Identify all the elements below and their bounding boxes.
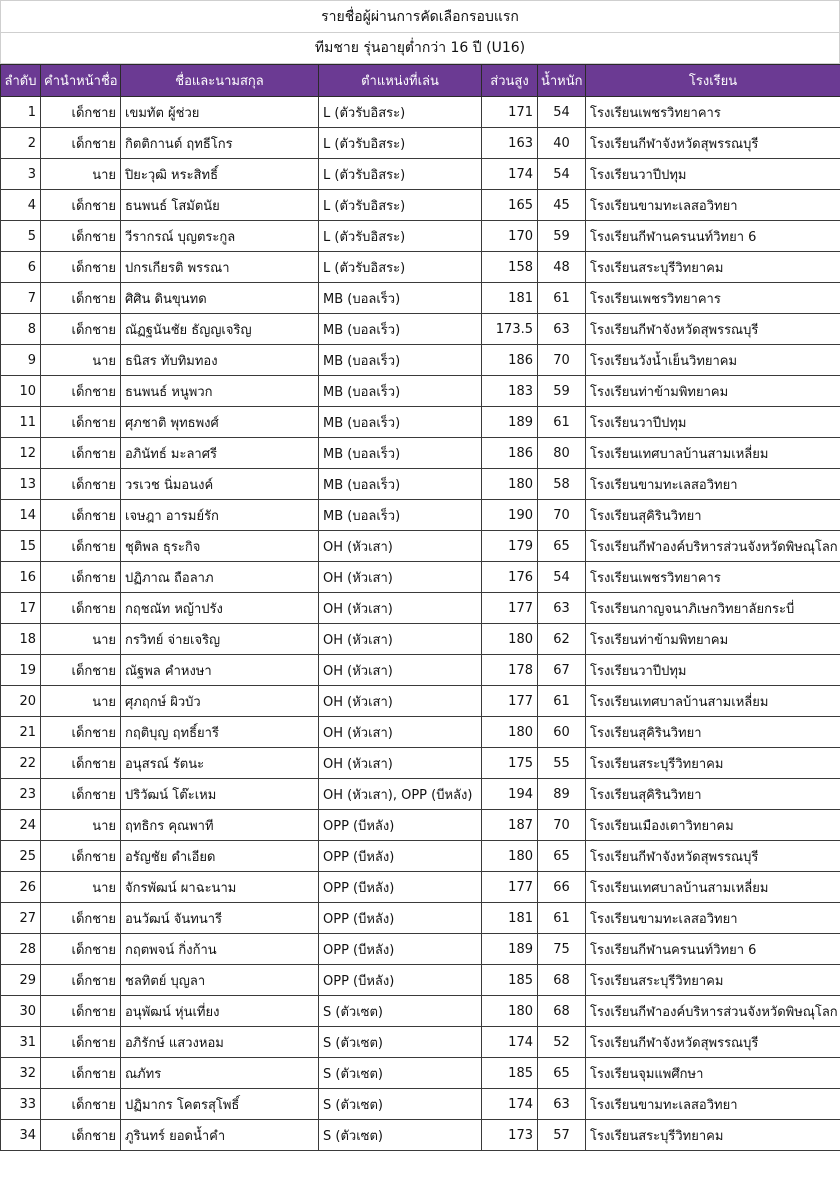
table-row <box>1 128 840 159</box>
cell-prefix: เด็กชาย <box>41 128 121 159</box>
cell-name: กฤติบุญ ฤทธิ์ยารี <box>121 717 319 748</box>
cell-name: ธนพนธ์ โสมัตนัย <box>121 190 319 221</box>
cell-prefix: นาย <box>41 810 121 841</box>
cell-weight: 54 <box>538 97 586 128</box>
cell-order: 17 <box>1 593 41 624</box>
cell-weight: 60 <box>538 717 586 748</box>
cell-position: OH (หัวเสา) <box>319 748 482 779</box>
cell-position: OH (หัวเสา), OPP (บีหลัง) <box>319 779 482 810</box>
cell-school: โรงเรียนจุมแพศึกษา <box>586 1058 840 1089</box>
cell-position: OH (หัวเสา) <box>319 686 482 717</box>
cell-order: 20 <box>1 686 41 717</box>
cell-position: OPP (บีหลัง) <box>319 810 482 841</box>
cell-prefix: เด็กชาย <box>41 407 121 438</box>
cell-position: S (ตัวเซต) <box>319 996 482 1027</box>
cell-position: MB (บอลเร็ว) <box>319 314 482 345</box>
cell-height: 194 <box>482 779 538 810</box>
cell-weight: 65 <box>538 531 586 562</box>
cell-weight: 62 <box>538 624 586 655</box>
cell-prefix: นาย <box>41 686 121 717</box>
cell-weight: 68 <box>538 965 586 996</box>
table-row <box>1 841 840 872</box>
cell-weight: 89 <box>538 779 586 810</box>
cell-name: ปริวัฒน์ โต๊ะเหม <box>121 779 319 810</box>
cell-prefix: เด็กชาย <box>41 97 121 128</box>
cell-prefix: นาย <box>41 345 121 376</box>
cell-position: S (ตัวเซต) <box>319 1058 482 1089</box>
cell-prefix: เด็กชาย <box>41 655 121 686</box>
cell-school: โรงเรียนเทศบาลบ้านสามเหลี่ยม <box>586 686 840 717</box>
cell-position: MB (บอลเร็ว) <box>319 407 482 438</box>
cell-height: 190 <box>482 500 538 531</box>
cell-order: 18 <box>1 624 41 655</box>
cell-weight: 59 <box>538 376 586 407</box>
cell-order: 7 <box>1 283 41 314</box>
cell-school: โรงเรียนสุคิรินวิทยา <box>586 717 840 748</box>
table-row <box>1 376 840 407</box>
cell-prefix: เด็กชาย <box>41 1089 121 1120</box>
cell-height: 187 <box>482 810 538 841</box>
cell-height: 180 <box>482 717 538 748</box>
cell-name: เขมทัต ผู้ช่วย <box>121 97 319 128</box>
cell-order: 13 <box>1 469 41 500</box>
cell-school: โรงเรียนขามทะเลสอวิทยา <box>586 1089 840 1120</box>
table-row <box>1 159 840 190</box>
cell-prefix: เด็กชาย <box>41 779 121 810</box>
cell-prefix: เด็กชาย <box>41 190 121 221</box>
cell-name: ปฏิภาณ ถือลาภ <box>121 562 319 593</box>
cell-height: 181 <box>482 903 538 934</box>
cell-weight: 54 <box>538 159 586 190</box>
cell-name: วรเวช นิ่มอนงค์ <box>121 469 319 500</box>
cell-weight: 66 <box>538 872 586 903</box>
cell-school: โรงเรียนกาญจนาภิเษกวิทยาลัยกระบี่ <box>586 593 840 624</box>
cell-position: S (ตัวเซต) <box>319 1089 482 1120</box>
cell-prefix: เด็กชาย <box>41 593 121 624</box>
cell-school: โรงเรียนท่าข้ามพิทยาคม <box>586 376 840 407</box>
cell-order: 34 <box>1 1120 41 1151</box>
table-row <box>1 655 840 686</box>
cell-weight: 61 <box>538 283 586 314</box>
cell-school: โรงเรียนกีฬาจังหวัดสุพรรณบุรี <box>586 841 840 872</box>
cell-position: OPP (บีหลัง) <box>319 903 482 934</box>
cell-school: โรงเรียนกีฬานครนนท์วิทยา 6 <box>586 221 840 252</box>
cell-name: ธนิสร ทับทิมทอง <box>121 345 319 376</box>
document-subtitle: ทีมชาย รุ่นอายุต่ำกว่า 16 ปี (U16) <box>0 32 840 64</box>
cell-position: L (ตัวรับอิสระ) <box>319 221 482 252</box>
cell-order: 28 <box>1 934 41 965</box>
table-row <box>1 872 840 903</box>
cell-order: 23 <box>1 779 41 810</box>
cell-height: 170 <box>482 221 538 252</box>
cell-height: 189 <box>482 934 538 965</box>
cell-name: วีรากรณ์ บุญตระกูล <box>121 221 319 252</box>
cell-order: 30 <box>1 996 41 1027</box>
cell-school: โรงเรียนกีฬานครนนท์วิทยา 6 <box>586 934 840 965</box>
cell-name: กรวิทย์ จ่ายเจริญ <box>121 624 319 655</box>
cell-prefix: เด็กชาย <box>41 376 121 407</box>
col-header-prefix: คำนำหน้าชื่อ <box>41 65 121 97</box>
cell-order: 26 <box>1 872 41 903</box>
table-row <box>1 996 840 1027</box>
cell-weight: 65 <box>538 1058 586 1089</box>
cell-weight: 61 <box>538 407 586 438</box>
cell-position: L (ตัวรับอิสระ) <box>319 190 482 221</box>
cell-weight: 63 <box>538 1089 586 1120</box>
cell-name: กฤชณัท หญ้าปรัง <box>121 593 319 624</box>
cell-height: 180 <box>482 996 538 1027</box>
cell-position: S (ตัวเซต) <box>319 1120 482 1151</box>
cell-school: โรงเรียนกีฬาจังหวัดสุพรรณบุรี <box>586 128 840 159</box>
cell-name: อนุสรณ์ รัตนะ <box>121 748 319 779</box>
table-row <box>1 252 840 283</box>
cell-weight: 70 <box>538 810 586 841</box>
col-header-name: ชื่อและนามสกุล <box>121 65 319 97</box>
cell-name: จักรพัฒน์ ผาฉะนาม <box>121 872 319 903</box>
cell-name: ณัฐพล คำหงษา <box>121 655 319 686</box>
table-row <box>1 190 840 221</box>
cell-position: L (ตัวรับอิสระ) <box>319 97 482 128</box>
cell-prefix: นาย <box>41 159 121 190</box>
cell-height: 186 <box>482 438 538 469</box>
cell-school: โรงเรียนเพชรวิทยาคาร <box>586 562 840 593</box>
table-row <box>1 97 840 128</box>
cell-name: อภินัทธ์ มะลาศรี <box>121 438 319 469</box>
cell-position: L (ตัวรับอิสระ) <box>319 252 482 283</box>
cell-order: 12 <box>1 438 41 469</box>
cell-prefix: นาย <box>41 624 121 655</box>
cell-height: 179 <box>482 531 538 562</box>
cell-position: MB (บอลเร็ว) <box>319 376 482 407</box>
cell-height: 163 <box>482 128 538 159</box>
cell-order: 6 <box>1 252 41 283</box>
cell-position: MB (บอลเร็ว) <box>319 469 482 500</box>
cell-order: 16 <box>1 562 41 593</box>
table-row <box>1 934 840 965</box>
cell-height: 171 <box>482 97 538 128</box>
cell-name: ปิยะวุฒิ หระสิทธิ์ <box>121 159 319 190</box>
cell-school: โรงเรียนกีฬาจังหวัดสุพรรณบุรี <box>586 314 840 345</box>
table-row <box>1 221 840 252</box>
cell-prefix: เด็กชาย <box>41 500 121 531</box>
cell-weight: 70 <box>538 500 586 531</box>
cell-height: 158 <box>482 252 538 283</box>
cell-prefix: เด็กชาย <box>41 221 121 252</box>
cell-school: โรงเรียนกีฬาองค์บริหารส่วนจังหวัดพิษณุโลก <box>586 996 840 1027</box>
cell-weight: 52 <box>538 1027 586 1058</box>
cell-prefix: เด็กชาย <box>41 903 121 934</box>
cell-school: โรงเรียนสุคิรินวิทยา <box>586 779 840 810</box>
cell-name: ชลทิตย์ บุญลา <box>121 965 319 996</box>
cell-height: 186 <box>482 345 538 376</box>
cell-order: 9 <box>1 345 41 376</box>
cell-weight: 65 <box>538 841 586 872</box>
cell-name: ศุภชาติ พุทธพงศ์ <box>121 407 319 438</box>
cell-height: 173.5 <box>482 314 538 345</box>
cell-position: MB (บอลเร็ว) <box>319 500 482 531</box>
cell-order: 27 <box>1 903 41 934</box>
cell-weight: 63 <box>538 593 586 624</box>
cell-height: 181 <box>482 283 538 314</box>
cell-name: ณภัทร <box>121 1058 319 1089</box>
cell-school: โรงเรียนเพชรวิทยาคาร <box>586 97 840 128</box>
cell-name: ปกรเกียรติ พรรณา <box>121 252 319 283</box>
cell-order: 4 <box>1 190 41 221</box>
cell-weight: 59 <box>538 221 586 252</box>
cell-height: 180 <box>482 469 538 500</box>
cell-order: 29 <box>1 965 41 996</box>
cell-order: 32 <box>1 1058 41 1089</box>
cell-position: OPP (บีหลัง) <box>319 841 482 872</box>
cell-school: โรงเรียนกีฬาจังหวัดสุพรรณบุรี <box>586 1027 840 1058</box>
cell-position: OH (หัวเสา) <box>319 717 482 748</box>
table-body <box>1 97 840 1151</box>
cell-name: ภูรินทร์ ยอดน้ำคำ <box>121 1120 319 1151</box>
cell-school: โรงเรียนวาปีปทุม <box>586 407 840 438</box>
table-row <box>1 407 840 438</box>
cell-height: 176 <box>482 562 538 593</box>
cell-school: โรงเรียนสระบุรีวิทยาคม <box>586 252 840 283</box>
cell-name: กฤตพจน์ กิ่งก้าน <box>121 934 319 965</box>
table-row <box>1 717 840 748</box>
cell-prefix: เด็กชาย <box>41 841 121 872</box>
table-row <box>1 1058 840 1089</box>
cell-prefix: เด็กชาย <box>41 314 121 345</box>
cell-order: 15 <box>1 531 41 562</box>
cell-order: 10 <box>1 376 41 407</box>
table-header-row <box>1 65 840 97</box>
cell-height: 174 <box>482 1089 538 1120</box>
cell-school: โรงเรียนเพชรวิทยาคาร <box>586 283 840 314</box>
cell-name: เจษฎา อารมย์รัก <box>121 500 319 531</box>
cell-name: อภิรักษ์ แสวงหอม <box>121 1027 319 1058</box>
cell-school: โรงเรียนขามทะเลสอวิทยา <box>586 190 840 221</box>
cell-position: MB (บอลเร็ว) <box>319 283 482 314</box>
table-row <box>1 810 840 841</box>
cell-height: 177 <box>482 593 538 624</box>
cell-school: โรงเรียนสุคิรินวิทยา <box>586 500 840 531</box>
table-row <box>1 686 840 717</box>
cell-order: 8 <box>1 314 41 345</box>
cell-order: 22 <box>1 748 41 779</box>
col-header-weight: น้ำหนัก <box>538 65 586 97</box>
cell-position: S (ตัวเซต) <box>319 1027 482 1058</box>
cell-height: 185 <box>482 1058 538 1089</box>
document-title: รายชื่อผู้ผ่านการคัดเลือกรอบแรก <box>0 0 840 32</box>
cell-weight: 63 <box>538 314 586 345</box>
cell-prefix: เด็กชาย <box>41 252 121 283</box>
cell-height: 180 <box>482 624 538 655</box>
cell-school: โรงเรียนเทศบาลบ้านสามเหลี่ยม <box>586 438 840 469</box>
cell-name: ฤทธิกร คุณพาที <box>121 810 319 841</box>
table-row <box>1 748 840 779</box>
col-header-order: ลำดับ <box>1 65 41 97</box>
cell-order: 31 <box>1 1027 41 1058</box>
cell-order: 14 <box>1 500 41 531</box>
cell-prefix: เด็กชาย <box>41 934 121 965</box>
cell-name: อรัญชัย ดำเอียด <box>121 841 319 872</box>
players-table <box>0 64 840 1151</box>
cell-weight: 75 <box>538 934 586 965</box>
cell-position: OH (หัวเสา) <box>319 655 482 686</box>
cell-height: 189 <box>482 407 538 438</box>
cell-height: 177 <box>482 686 538 717</box>
table-row <box>1 779 840 810</box>
cell-school: โรงเรียนเทศบาลบ้านสามเหลี่ยม <box>586 872 840 903</box>
table-row <box>1 624 840 655</box>
cell-position: OH (หัวเสา) <box>319 593 482 624</box>
cell-position: L (ตัวรับอิสระ) <box>319 128 482 159</box>
table-row <box>1 283 840 314</box>
cell-height: 175 <box>482 748 538 779</box>
cell-order: 5 <box>1 221 41 252</box>
cell-weight: 61 <box>538 903 586 934</box>
cell-height: 178 <box>482 655 538 686</box>
table-row <box>1 531 840 562</box>
cell-school: โรงเรียนขามทะเลสอวิทยา <box>586 903 840 934</box>
cell-school: โรงเรียนวาปีปทุม <box>586 655 840 686</box>
table-row <box>1 903 840 934</box>
cell-weight: 48 <box>538 252 586 283</box>
cell-weight: 40 <box>538 128 586 159</box>
table-row <box>1 345 840 376</box>
cell-position: OH (หัวเสา) <box>319 531 482 562</box>
cell-position: OPP (บีหลัง) <box>319 872 482 903</box>
cell-school: โรงเรียนท่าข้ามพิทยาคม <box>586 624 840 655</box>
cell-prefix: เด็กชาย <box>41 469 121 500</box>
cell-prefix: เด็กชาย <box>41 562 121 593</box>
cell-position: MB (บอลเร็ว) <box>319 345 482 376</box>
cell-prefix: เด็กชาย <box>41 1120 121 1151</box>
cell-prefix: เด็กชาย <box>41 965 121 996</box>
cell-weight: 54 <box>538 562 586 593</box>
cell-prefix: เด็กชาย <box>41 717 121 748</box>
cell-weight: 68 <box>538 996 586 1027</box>
cell-prefix: เด็กชาย <box>41 748 121 779</box>
cell-name: ชุติพล ธุระกิจ <box>121 531 319 562</box>
cell-weight: 80 <box>538 438 586 469</box>
cell-school: โรงเรียนวังน้ำเย็นวิทยาคม <box>586 345 840 376</box>
cell-position: OH (หัวเสา) <box>319 624 482 655</box>
cell-prefix: เด็กชาย <box>41 1058 121 1089</box>
cell-weight: 57 <box>538 1120 586 1151</box>
cell-school: โรงเรียนขามทะเลสอวิทยา <box>586 469 840 500</box>
cell-school: โรงเรียนเมืองเตาวิทยาคม <box>586 810 840 841</box>
table-row <box>1 438 840 469</box>
cell-order: 33 <box>1 1089 41 1120</box>
cell-name: อนวัฒน์ จันทนารี <box>121 903 319 934</box>
cell-order: 21 <box>1 717 41 748</box>
table-row <box>1 1089 840 1120</box>
cell-position: OPP (บีหลัง) <box>319 934 482 965</box>
cell-prefix: เด็กชาย <box>41 438 121 469</box>
cell-prefix: นาย <box>41 872 121 903</box>
cell-height: 174 <box>482 1027 538 1058</box>
cell-name: อนุพัฒน์ หุ่นเที่ยง <box>121 996 319 1027</box>
table-row <box>1 965 840 996</box>
table-row <box>1 314 840 345</box>
cell-school: โรงเรียนสระบุรีวิทยาคม <box>586 748 840 779</box>
cell-height: 185 <box>482 965 538 996</box>
col-header-position: ตำแหน่งที่เล่น <box>319 65 482 97</box>
table-row <box>1 593 840 624</box>
table-row <box>1 1027 840 1058</box>
cell-position: MB (บอลเร็ว) <box>319 438 482 469</box>
cell-school: โรงเรียนกีฬาองค์บริหารส่วนจังหวัดพิษณุโลก <box>586 531 840 562</box>
cell-position: L (ตัวรับอิสระ) <box>319 159 482 190</box>
cell-weight: 70 <box>538 345 586 376</box>
cell-weight: 45 <box>538 190 586 221</box>
cell-order: 19 <box>1 655 41 686</box>
cell-school: โรงเรียนวาปีปทุม <box>586 159 840 190</box>
cell-name: ศิศิน ดินขุนทด <box>121 283 319 314</box>
cell-order: 24 <box>1 810 41 841</box>
table-row <box>1 500 840 531</box>
cell-prefix: เด็กชาย <box>41 996 121 1027</box>
cell-height: 177 <box>482 872 538 903</box>
cell-order: 3 <box>1 159 41 190</box>
cell-prefix: เด็กชาย <box>41 531 121 562</box>
table-row <box>1 562 840 593</box>
cell-name: ปฏิมากร โคตรสุโพธิ์ <box>121 1089 319 1120</box>
cell-weight: 55 <box>538 748 586 779</box>
table-row <box>1 469 840 500</box>
cell-prefix: เด็กชาย <box>41 1027 121 1058</box>
cell-height: 165 <box>482 190 538 221</box>
cell-order: 1 <box>1 97 41 128</box>
cell-name: กิตติกานต์ ฤทธีโกร <box>121 128 319 159</box>
cell-name: ณัฏฐนันชัย ธัญญเจริญ <box>121 314 319 345</box>
cell-order: 2 <box>1 128 41 159</box>
cell-weight: 61 <box>538 686 586 717</box>
col-header-height: ส่วนสูง <box>482 65 538 97</box>
cell-position: OH (หัวเสา) <box>319 562 482 593</box>
cell-name: ศุภฤกษ์ ผิวบัว <box>121 686 319 717</box>
cell-prefix: เด็กชาย <box>41 283 121 314</box>
cell-weight: 58 <box>538 469 586 500</box>
cell-weight: 67 <box>538 655 586 686</box>
cell-name: ธนพนธ์ หนูพวก <box>121 376 319 407</box>
table-row <box>1 1120 840 1151</box>
cell-school: โรงเรียนสระบุรีวิทยาคม <box>586 1120 840 1151</box>
cell-position: OPP (บีหลัง) <box>319 965 482 996</box>
cell-height: 183 <box>482 376 538 407</box>
cell-height: 173 <box>482 1120 538 1151</box>
cell-height: 174 <box>482 159 538 190</box>
col-header-school: โรงเรียน <box>586 65 840 97</box>
cell-height: 180 <box>482 841 538 872</box>
cell-order: 11 <box>1 407 41 438</box>
cell-school: โรงเรียนสระบุรีวิทยาคม <box>586 965 840 996</box>
cell-order: 25 <box>1 841 41 872</box>
